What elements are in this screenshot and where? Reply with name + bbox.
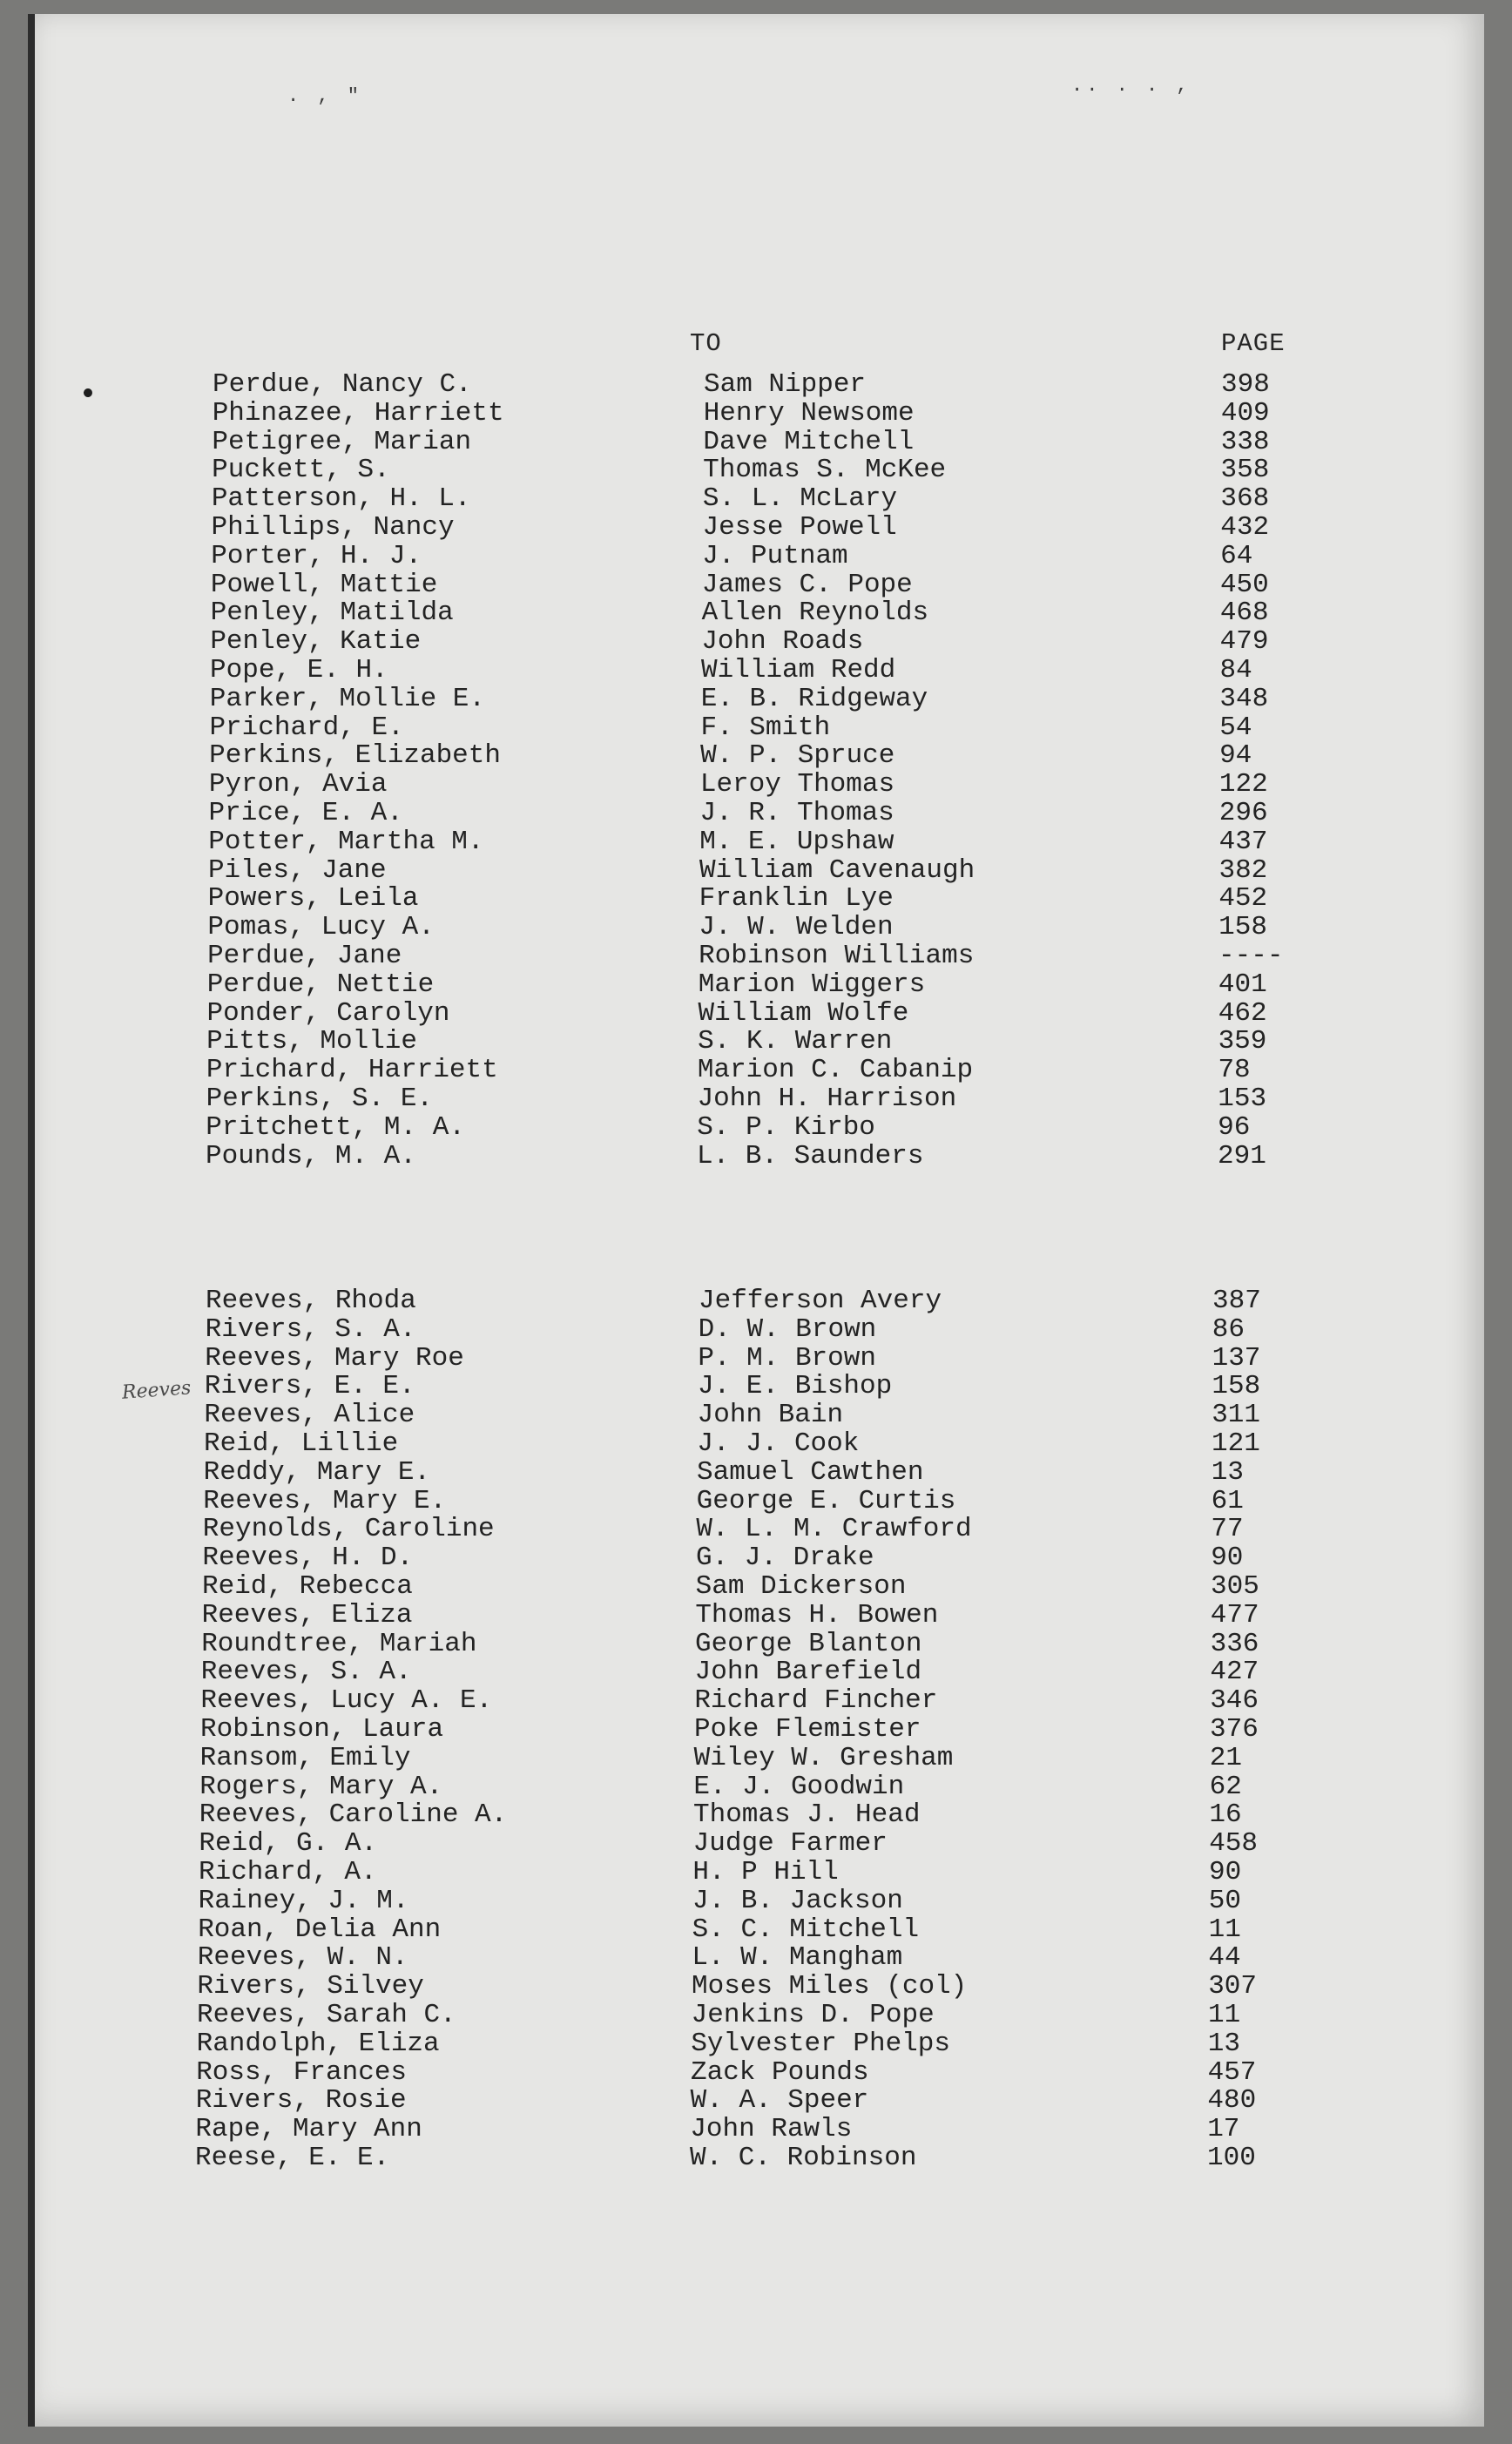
- grantee-name: G. J. Drake: [696, 1543, 874, 1574]
- grantor-name: Rivers, Rosie: [195, 2085, 407, 2117]
- grantor-name: Prichard, Harriett: [206, 1055, 498, 1086]
- grantor-name: Phinazee, Harriett: [212, 397, 504, 429]
- page-number: 77: [1211, 1514, 1244, 1545]
- table-row: [35, 628, 1484, 657]
- page-number: 62: [1209, 1771, 1242, 1802]
- grantee-name: W. L. M. Crawford: [696, 1514, 972, 1545]
- page-number: 458: [1209, 1828, 1258, 1860]
- grantee-name: L. W. Mangham: [692, 1942, 903, 1974]
- grantee-name: W. C. Robinson: [690, 2142, 917, 2173]
- table-row: [35, 540, 1484, 571]
- page-number: 64: [1220, 540, 1253, 571]
- section-r-list: [35, 1287, 1484, 2173]
- grantee-name: S. P. Kirbo: [697, 1111, 875, 1143]
- page-number: 401: [1218, 969, 1267, 1000]
- grantor-name: Reynolds, Caroline: [202, 1514, 495, 1545]
- page-number: 84: [1219, 654, 1252, 685]
- page-number: 17: [1207, 2114, 1240, 2145]
- grantor-name: Reid, Rebecca: [202, 1570, 413, 1602]
- grantee-name: S. L. McLary: [702, 483, 898, 515]
- grantee-name: Sam Dickerson: [695, 1570, 907, 1602]
- table-row: [35, 1599, 1484, 1630]
- page-number: 450: [1219, 569, 1269, 600]
- grantee-name: George Blanton: [695, 1628, 922, 1659]
- grantee-name: Robinson Williams: [699, 940, 975, 971]
- grantor-name: Reeves, H. D.: [202, 1543, 414, 1574]
- table-row: [35, 456, 1484, 485]
- page-number: 121: [1212, 1428, 1260, 1459]
- grantee-name: Jefferson Avery: [699, 1286, 942, 1316]
- table-row: [35, 971, 1484, 1000]
- table-row: [35, 1658, 1484, 1687]
- grantor-name: Rivers, S. A.: [205, 1313, 416, 1345]
- table-row: [35, 654, 1484, 685]
- grantee-name: S. C. Mitchell: [692, 1914, 920, 1945]
- table-row: [35, 714, 1484, 743]
- page-number: 16: [1209, 1799, 1242, 1831]
- grantee-name: F. Smith: [700, 712, 831, 743]
- table-row: [35, 1313, 1484, 1345]
- table-row: [35, 1999, 1484, 2030]
- page-number: 96: [1218, 1111, 1251, 1143]
- table-row: [35, 797, 1484, 828]
- table-row: [35, 1801, 1484, 1830]
- grantee-name: Dave Mitchell: [703, 426, 915, 457]
- grantor-name: Ross, Frances: [196, 2056, 408, 2088]
- grantor-name: Richard, A.: [199, 1856, 377, 1887]
- table-row: [35, 511, 1484, 543]
- grantor-name: Reeves, Rhoda: [206, 1286, 416, 1316]
- grantor-name: Robinson, Laura: [200, 1713, 444, 1745]
- grantee-name: John H. Harrison: [697, 1083, 957, 1114]
- grantor-name: Rape, Mary Ann: [195, 2114, 422, 2145]
- table-row: [35, 1916, 1484, 1945]
- grantee-name: John Rawls: [690, 2114, 853, 2145]
- grantor-name: Ponder, Carolyn: [206, 997, 450, 1029]
- page-number: 346: [1210, 1685, 1259, 1717]
- table-row: [35, 1687, 1484, 1716]
- grantor-name: Price, E. A.: [208, 797, 403, 828]
- grantee-name: Samuel Cawthen: [697, 1456, 924, 1488]
- grantee-name: H. P Hill: [692, 1856, 839, 1887]
- grantee-name: Franklin Lye: [699, 883, 894, 915]
- grantee-name: Leroy Thomas: [699, 769, 895, 800]
- grantee-name: J. Putnam: [702, 540, 848, 571]
- page-number: 452: [1218, 883, 1268, 915]
- table-row: [35, 1856, 1484, 1887]
- table-row: [35, 1342, 1484, 1374]
- grantee-name: J. B. Jackson: [692, 1885, 903, 1916]
- page-number: 11: [1208, 1914, 1241, 1945]
- grantee-name: E. B. Ridgeway: [700, 683, 928, 714]
- page-number: 432: [1220, 511, 1270, 543]
- table-row: [35, 1140, 1484, 1171]
- page-number: 307: [1208, 1971, 1257, 2002]
- table-row: [35, 1830, 1484, 1859]
- grantor-name: Pritchett, M. A.: [206, 1111, 465, 1143]
- grantee-name: Henry Newsome: [703, 397, 915, 429]
- page-number: 382: [1218, 854, 1268, 886]
- grantee-name: Sylvester Phelps: [691, 2028, 950, 2059]
- table-row: [35, 1028, 1484, 1057]
- page-number: 457: [1207, 2056, 1257, 2088]
- grantee-name: M. E. Upshaw: [699, 826, 894, 857]
- table-row: [35, 1713, 1484, 1745]
- table-row: [35, 571, 1484, 600]
- page-number: 427: [1210, 1657, 1259, 1688]
- table-row: [35, 1085, 1484, 1114]
- document-page: [28, 14, 1484, 2427]
- page-number: 338: [1220, 426, 1270, 457]
- grantee-name: J. E. Bishop: [698, 1371, 893, 1402]
- page-number: 296: [1218, 797, 1268, 828]
- page-number: 54: [1219, 712, 1252, 743]
- table-row: [35, 1887, 1484, 1916]
- grantee-name: Poke Flemister: [694, 1713, 921, 1745]
- grantee-name: P. M. Brown: [698, 1342, 876, 1374]
- page-number: 90: [1209, 1856, 1242, 1887]
- table-row: [35, 828, 1484, 857]
- grantee-name: W. P. Spruce: [700, 740, 895, 772]
- grantee-name: William Wolfe: [698, 997, 909, 1029]
- table-row: [35, 1742, 1484, 1773]
- table-row: [35, 1111, 1484, 1143]
- grantor-name: Reid, G. A.: [199, 1828, 378, 1860]
- table-row: [35, 397, 1484, 429]
- page-number: 291: [1218, 1140, 1266, 1171]
- page-number: 387: [1212, 1286, 1261, 1316]
- grantor-name: Rainey, J. M.: [198, 1885, 409, 1916]
- grantor-name: Prichard, E.: [209, 712, 404, 743]
- page-number: 336: [1210, 1628, 1259, 1659]
- table-row: [35, 1516, 1484, 1544]
- table-row: [35, 854, 1484, 886]
- page-number: 50: [1208, 1885, 1242, 1916]
- grantor-name: Reeves, Caroline A.: [199, 1799, 508, 1831]
- grantor-name: Perdue, Jane: [207, 940, 402, 971]
- grantor-name: Reeves, Mary E.: [203, 1485, 447, 1516]
- grantor-name: Perdue, Nancy C.: [213, 369, 472, 400]
- page-number: 480: [1207, 2085, 1257, 2117]
- grantor-name: Reeves, W. N.: [197, 1942, 408, 1974]
- grantor-name: Penley, Katie: [210, 626, 422, 658]
- grantor-name: Reese, E. E.: [195, 2142, 390, 2173]
- grantee-name: Judge Farmer: [692, 1828, 888, 1860]
- page-number: 158: [1212, 1371, 1261, 1402]
- grantee-name: W. A. Speer: [690, 2085, 869, 2117]
- grantor-name: Pomas, Lucy A.: [207, 912, 435, 943]
- grantor-name: Reid, Lillie: [204, 1428, 399, 1459]
- grantee-name: S. K. Warren: [698, 1026, 893, 1057]
- page-number: 311: [1212, 1400, 1260, 1431]
- grantee-name: Richard Fincher: [694, 1685, 938, 1717]
- table-row: [35, 2087, 1484, 2116]
- grantor-name: Roundtree, Mariah: [201, 1628, 477, 1659]
- grantor-name: Pitts, Mollie: [206, 1026, 418, 1057]
- table-row: [35, 685, 1484, 714]
- table-row: [35, 2056, 1484, 2088]
- grantor-name: Perdue, Nettie: [206, 969, 435, 1000]
- page-number: 409: [1220, 397, 1270, 429]
- grantor-name: Pyron, Avia: [208, 769, 388, 800]
- page-number: 13: [1211, 1456, 1245, 1488]
- page-number: 479: [1219, 626, 1269, 658]
- page-number: 153: [1218, 1083, 1267, 1114]
- table-row: [35, 1944, 1484, 1973]
- grantor-name: Roan, Delia Ann: [198, 1914, 442, 1945]
- grantor-name: Reeves, Alice: [204, 1400, 415, 1431]
- table-row: [35, 1057, 1484, 1085]
- to-column-header: TO: [690, 329, 722, 358]
- ink-speck: .. . . ,: [1071, 75, 1191, 97]
- table-row: [35, 1456, 1484, 1488]
- table-row: [35, 1430, 1484, 1459]
- grantor-name: Powell, Mattie: [210, 569, 438, 600]
- page-number: 305: [1211, 1570, 1259, 1602]
- table-row: [35, 1630, 1484, 1659]
- table-row: [35, 599, 1484, 628]
- table-row: [35, 1485, 1484, 1516]
- table-row: [35, 1371, 1484, 1404]
- page-number: 21: [1209, 1742, 1243, 1773]
- page-number: 44: [1208, 1942, 1241, 1974]
- page-column-header: PAGE: [1221, 329, 1286, 358]
- grantee-name: Allen Reynolds: [701, 597, 929, 629]
- grantee-name: Marion C. Cabanip: [697, 1055, 974, 1086]
- page-number: 398: [1221, 369, 1270, 400]
- page-number: 61: [1211, 1485, 1244, 1516]
- grantor-name: Porter, H. J.: [211, 540, 422, 571]
- page-number: 358: [1220, 455, 1270, 486]
- table-row: [35, 942, 1484, 971]
- table-row: [35, 2116, 1484, 2144]
- grantee-name: D. W. Brown: [698, 1313, 877, 1345]
- grantor-name: Pounds, M. A.: [206, 1140, 416, 1171]
- grantor-name: Rogers, Mary A.: [199, 1771, 443, 1802]
- table-row: [35, 997, 1484, 1029]
- table-row: [35, 1287, 1484, 1316]
- ink-speck: . , ": [287, 85, 363, 107]
- grantee-name: Moses Miles (col): [692, 1971, 968, 2002]
- grantee-name: E. J. Goodwin: [693, 1771, 905, 1802]
- page-number: 477: [1210, 1599, 1259, 1630]
- page-number: 462: [1218, 997, 1267, 1029]
- grantee-name: George E. Curtis: [696, 1485, 956, 1516]
- grantee-name: Jenkins D. Pope: [691, 1999, 935, 2030]
- grantor-name: Patterson, H. L.: [211, 483, 471, 515]
- table-row: [35, 371, 1484, 400]
- table-row: [35, 485, 1484, 514]
- grantee-name: Marion Wiggers: [698, 969, 926, 1000]
- section-p-list: [35, 371, 1484, 1171]
- grantor-name: Rivers, Silvey: [197, 1971, 424, 2002]
- grantee-name: J. J. Cook: [697, 1428, 860, 1459]
- table-row: [35, 1544, 1484, 1573]
- page-number: 94: [1219, 740, 1252, 772]
- table-row: [35, 742, 1484, 771]
- grantee-name: Jesse Powell: [702, 511, 897, 543]
- table-row: [35, 885, 1484, 914]
- grantee-name: William Cavenaugh: [699, 854, 975, 886]
- grantee-name: Zack Pounds: [691, 2056, 869, 2088]
- grantor-name: Reeves, Mary Roe: [205, 1342, 464, 1374]
- grantee-name: John Roads: [701, 626, 864, 658]
- page-number: 376: [1210, 1713, 1259, 1745]
- table-row: [35, 914, 1484, 942]
- grantor-name: Powers, Leila: [207, 883, 419, 915]
- grantor-name: Perkins, S. E.: [206, 1083, 434, 1114]
- grantor-name: Reeves, S. A.: [200, 1657, 412, 1688]
- grantee-name: Thomas H. Bowen: [695, 1599, 939, 1630]
- grantee-name: Wiley W. Gresham: [693, 1742, 954, 1773]
- table-row: [35, 1773, 1484, 1802]
- grantee-name: Thomas S. McKee: [703, 455, 947, 486]
- grantee-name: Thomas J. Head: [693, 1799, 921, 1831]
- grantor-name: Reeves, Lucy A. E.: [200, 1685, 493, 1717]
- grantee-name: J. R. Thomas: [699, 797, 894, 828]
- grantee-name: John Bain: [697, 1400, 844, 1431]
- grantor-name: Randolph, Eliza: [196, 2028, 440, 2059]
- table-row: [35, 1570, 1484, 1602]
- page-number: 468: [1219, 597, 1269, 629]
- grantee-name: William Redd: [701, 654, 896, 685]
- table-row: [35, 771, 1484, 800]
- grantor-name: Reeves, Eliza: [201, 1599, 413, 1630]
- table-row: [35, 1401, 1484, 1430]
- grantor-name: Phillips, Nancy: [211, 511, 455, 543]
- grantor-name: Pope, E. H.: [210, 654, 388, 685]
- grantor-name: Penley, Matilda: [210, 597, 454, 629]
- grantee-name: Sam Nipper: [704, 369, 867, 400]
- table-row: [35, 426, 1484, 457]
- page-number: 437: [1218, 826, 1268, 857]
- grantor-name: Reeves, Sarah C.: [197, 1999, 456, 2030]
- grantee-name: J. W. Welden: [699, 912, 894, 943]
- page-number: 137: [1212, 1342, 1261, 1374]
- grantor-name: Potter, Martha M.: [208, 826, 484, 857]
- grantee-name: L. B. Saunders: [697, 1140, 924, 1171]
- grantor-name: Parker, Mollie E.: [209, 683, 485, 714]
- page-number: 359: [1218, 1026, 1267, 1057]
- page-number: 13: [1207, 2028, 1241, 2059]
- grantor-name: Puckett, S.: [212, 455, 390, 486]
- grantee-name: James C. Pope: [701, 569, 913, 600]
- page-number: 100: [1207, 2142, 1256, 2173]
- table-row: [35, 1973, 1484, 2002]
- grantor-name: Perkins, Elizabeth: [209, 740, 501, 772]
- grantor-name: Piles, Jane: [207, 854, 387, 886]
- table-row: [35, 2030, 1484, 2059]
- page-number: 348: [1219, 683, 1269, 714]
- page-number: 90: [1211, 1543, 1244, 1574]
- page-number: 368: [1220, 483, 1270, 515]
- page-number: 86: [1212, 1313, 1245, 1345]
- grantee-name: John Barefield: [694, 1657, 922, 1688]
- page-number: 78: [1218, 1055, 1251, 1086]
- page-number: 158: [1218, 912, 1267, 943]
- grantor-name: Reddy, Mary E.: [203, 1456, 431, 1488]
- page-number: 122: [1218, 769, 1268, 800]
- grantor-name: Rivers, E. E.: [204, 1371, 415, 1402]
- handwritten-margin-note: Reeves: [121, 1377, 192, 1404]
- page-number: 11: [1208, 1999, 1241, 2030]
- grantor-name: Ransom, Emily: [199, 1742, 411, 1773]
- table-row: [35, 2144, 1484, 2173]
- grantor-name: Petigree, Marian: [212, 426, 472, 457]
- page-number: ----: [1218, 940, 1284, 971]
